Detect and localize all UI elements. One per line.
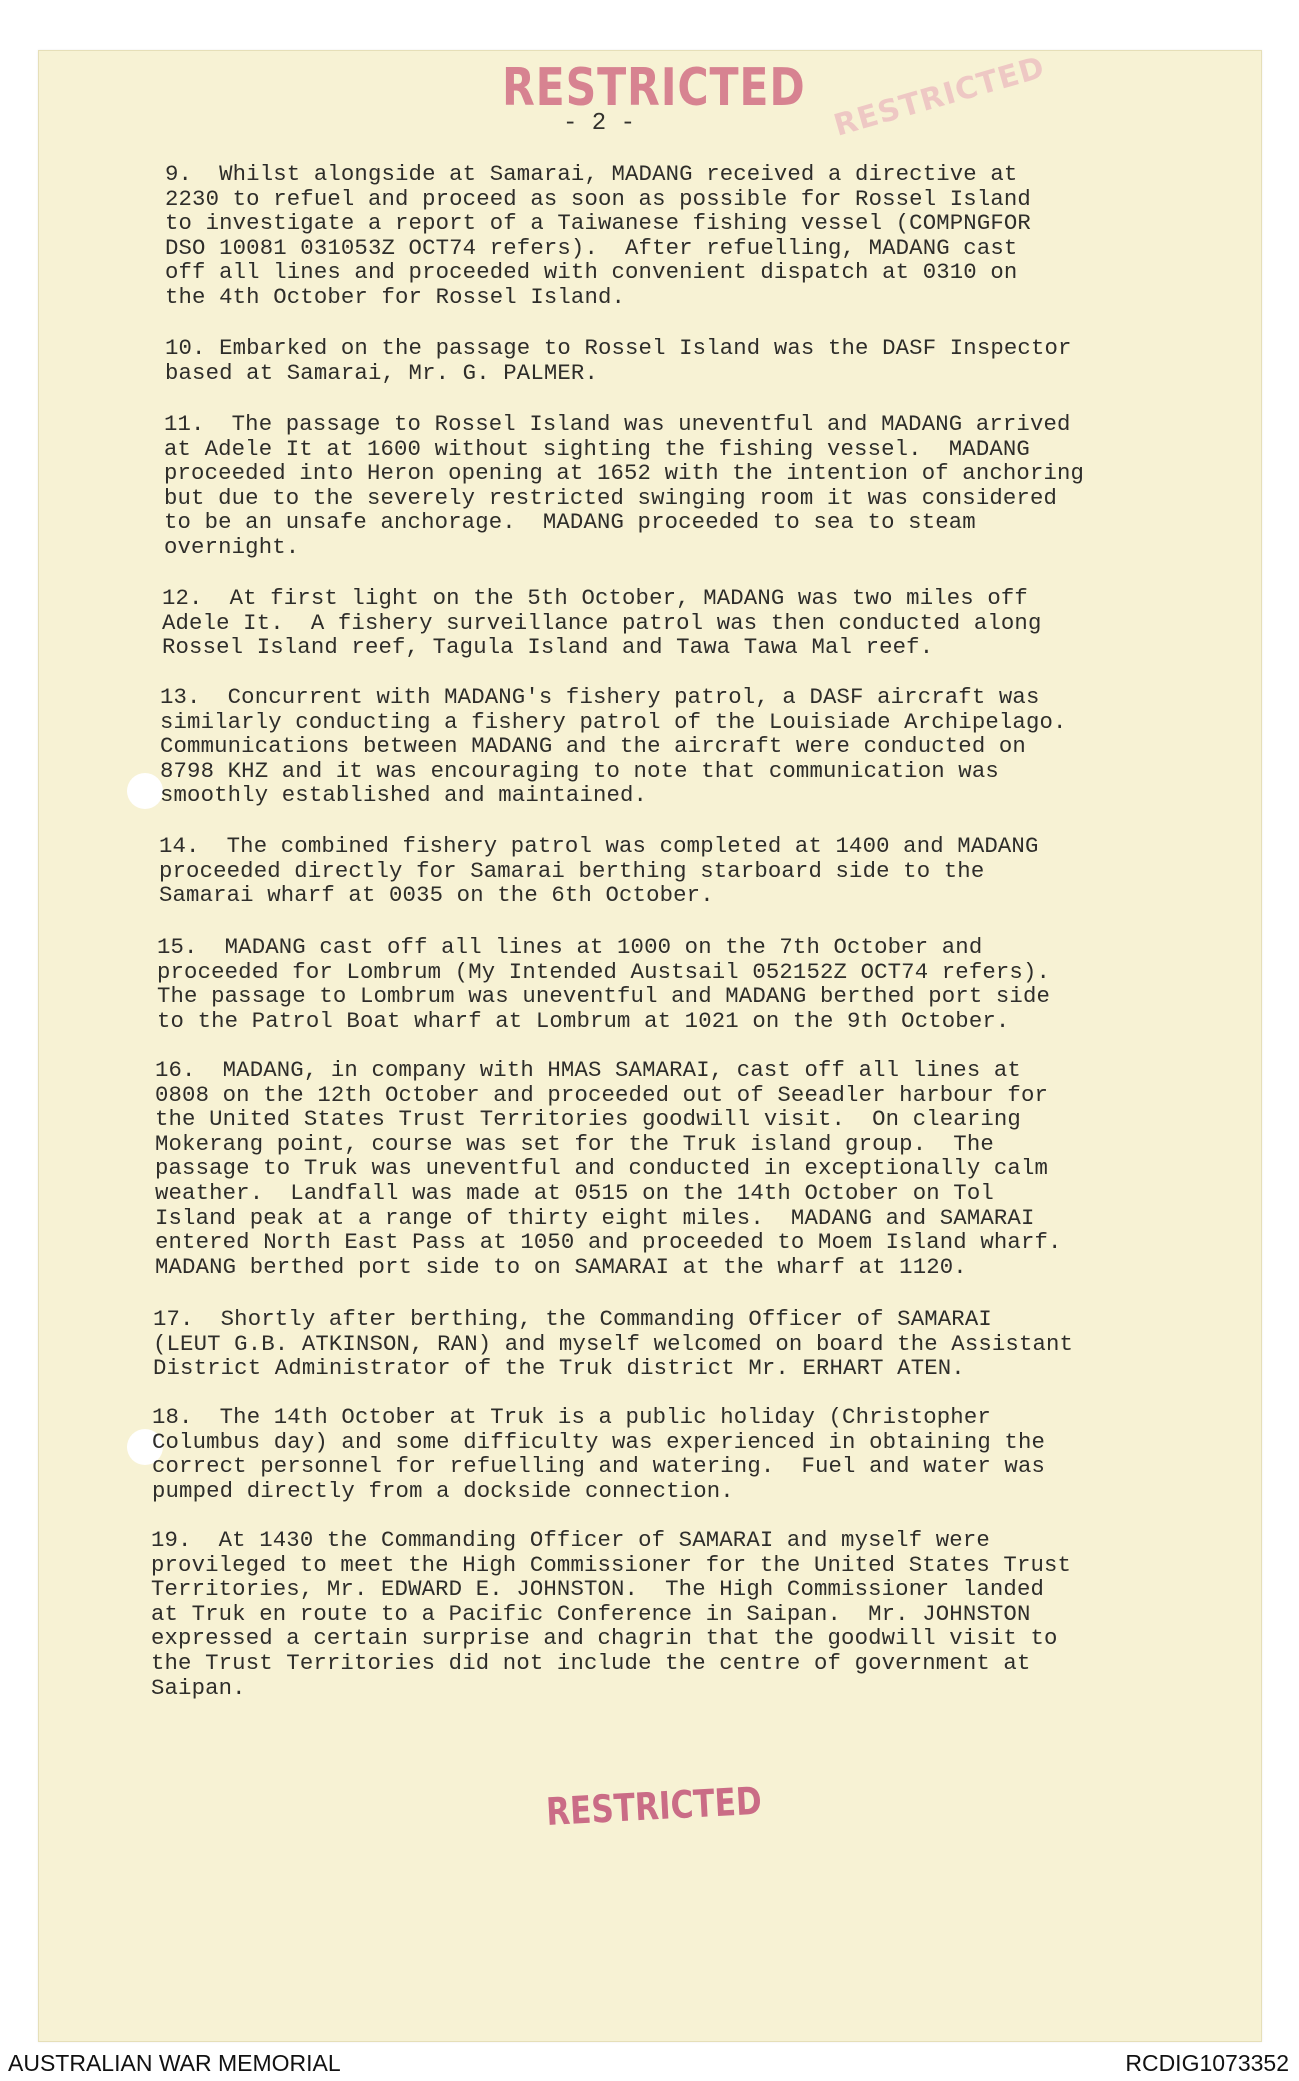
paragraph-16: 16. MADANG, in company with HMAS SAMARAI, cast off all lines at 0808 on the 12th October and proceeded out of Seeadler harbour for the United States Trust Territories goodwill visit. On clearing Mokerang point, course was set for the Truk island group. The passage to Truk was uneventful and conducted in exceptionally calm weather. Landfall was made at 0515 on the 14th October on Tol Island peak at a range of thirty eight miles. MADANG and SAMARAI entered North East Pass at 1050 and proceeded to Moem Island wharf. MADANG berthed port side to on SAMARAI at the wharf at 1120. [155,1057,1062,1280]
restricted-stamp-bottom: RESTRICTED [545,1778,763,1834]
footer-institution: AUSTRALIAN WAR MEMORIAL [8,2050,341,2076]
paragraph-11: 11. The passage to Rossel Island was uneventful and MADANG arrived at Adele It at 1600 without sighting the fishing vessel. MADANG proceeded into Heron opening at 1652 with the intention of anchoring but due to the severely restricted swinging room it was considered to be an unsafe anchorage. MADANG proceeded to sea to steam overnight. [164,411,1085,560]
restricted-stamp-top: RESTRICTED [502,58,806,118]
paragraph-19: 19. At 1430 the Commanding Officer of SAMARAI and myself were provileged to meet the High Commissioner for the United States Trust Territories, Mr. EDWARD E. JOHNSTON. The High Commissioner landed at Truk en route to a Pacific Conference in Saipan. Mr. JOHNSTON expressed a certain surprise and chagrin that the goodwill visit to the Trust Territories did not include the centre of government at Saipan. [151,1527,1072,1701]
punch-hole [127,773,163,809]
paragraph-14: 14. The combined fishery patrol was completed at 1400 and MADANG proceeded directly for Samarai berthing starboard side to the Samarai wharf at 0035 on the 6th October. [159,833,1039,909]
footer-record-id: RCDIG1073352 [1125,2050,1289,2076]
paragraph-13: 13. Concurrent with MADANG's fishery patrol, a DASF aircraft was similarly conducting a fishery patrol of the Louisiade Archipelago. Communications between MADANG and the aircraft were conducted on 8798 KHZ and it was encouraging to note that communication was smoothly established and maintained. [160,684,1067,809]
paragraph-10: 10. Embarked on the passage to Rossel Island was the DASF Inspector based at Samarai, Mr. G. PALMER. [165,335,1072,386]
paragraph-17: 17. Shortly after berthing, the Commanding Officer of SAMARAI (LEUT G.B. ATKINSON, RAN) and myself welcomed on board the Assistant District Administrator of the Truk district Mr. ERHART ATEN. [153,1306,1074,1382]
paragraph-9: 9. Whilst alongside at Samarai, MADANG received a directive at 2230 to refuel and proceed as soon as possible for Rossel Island to investigate a report of a Taiwanese fishing vessel (COMPNGFOR DSO 10081 031053Z OCT74 refers). After refuelling, MADANG cast off all lines and proceeded with convenient dispatch at 0310 on the 4th October for Rossel Island. [165,161,1031,310]
paragraph-15: 15. MADANG cast off all lines at 1000 on the 7th October and proceeded for Lombrum (My Intended Austsail 052152Z OCT74 refers). The passage to Lombrum was uneventful and MADANG berthed port side to the Patrol Boat wharf at Lombrum at 1021 on the 9th October. [157,934,1051,1034]
restricted-stamp-faint: RESTRICTED [830,49,1050,144]
page-number: - 2 - [563,110,636,137]
paragraph-12: 12. At first light on the 5th October, MADANG was two miles off Adele It. A fishery surveillance patrol was then conducted along Rossel Island reef, Tagula Island and Tawa Tawa Mal reef. [162,585,1042,661]
paragraph-18: 18. The 14th October at Truk is a public holiday (Christopher Columbus day) and some difficulty was experienced in obtaining the correct personnel for refuelling and watering. Fuel and water was pumped directly from a dockside connection. [152,1404,1046,1504]
